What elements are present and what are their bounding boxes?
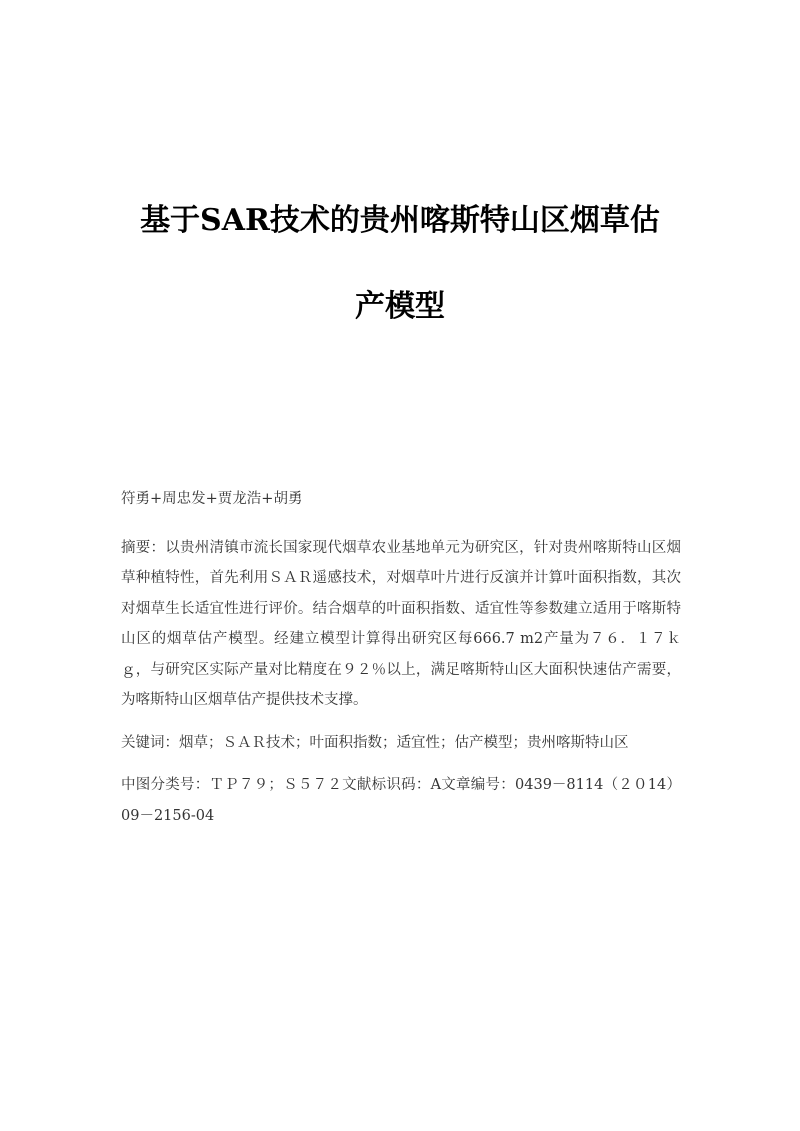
abstract-text: 以贵州清镇市流长国家现代烟草农业基地单元为研究区，针对贵州喀斯特山区烟草种植特性，首先利用ＳＡＲ遥感技术，对烟草叶片进行反演并计算叶面积指数，其次对烟草生长适宜性进行评价。结合烟草的叶面积指数、适宜性等参数建立适用于喀斯特山区的烟草估产模型。经建立模型计算得出研究区每666.7 m2产量为７６．１７ｋｇ，与研究区实际产量对比精度在９２％以上，满足喀斯特山区大面积快速估产需要，为喀斯特山区烟草估产提供技术支撑。 xyxy=(121,539,682,708)
abstract xyxy=(121,533,681,716)
abstract-label: 摘要： xyxy=(121,539,166,556)
author-list: 符勇+周忠发+贾龙浩+胡勇 xyxy=(121,491,303,507)
keywords xyxy=(121,728,681,759)
paper-title xyxy=(60,178,740,350)
classification-info: 中图分类号：ＴＰ７９；Ｓ５７２文献标识码：A文章编号：0439－8114（２０14）09－2156-04 xyxy=(121,777,681,824)
paper-body xyxy=(121,484,681,843)
paper-title-line-2: 产模型 xyxy=(355,289,445,324)
keywords-label: 关键词： xyxy=(121,734,179,751)
paper-title-line-1: 基于SAR技术的贵州喀斯特山区烟草估 xyxy=(140,203,660,238)
keywords-text: 烟草；ＳＡＲ技术；叶面积指数；适宜性；估产模型；贵州喀斯特山区 xyxy=(179,734,629,751)
